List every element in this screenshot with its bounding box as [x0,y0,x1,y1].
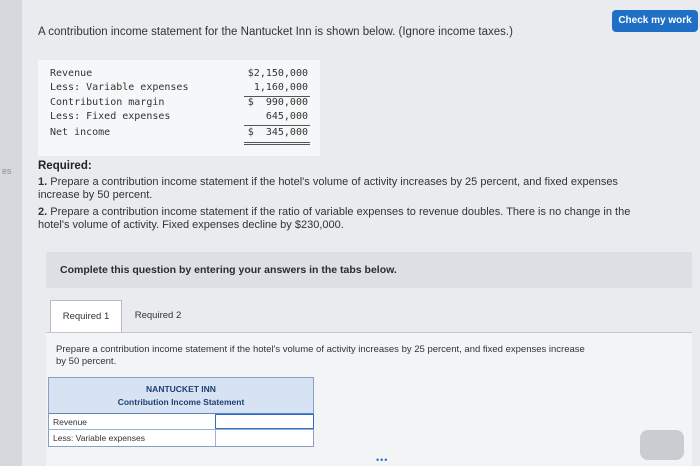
statement-header [49,378,313,414]
fin-label: Less: Fixed expenses [50,111,171,122]
fin-value: 1,160,000 [253,82,308,93]
required-item-2-text: Prepare a contribution income statement if the ratio of variable expenses to revenue doubles. There is no change in the [50,206,631,218]
financial-summary-table [38,60,320,156]
fin-value: 645,000 [265,111,308,122]
chat-widget-button[interactable] [640,430,684,460]
column-divider [215,430,216,446]
tab-prompt-line-1: Prepare a contribution income statement if the hotel's volume of activity increases by 25 percent, and fixed expenses increase [56,344,585,355]
intro-text: A contribution income statement for the Nantucket Inn is shown below. (Ignore income taxes.) [38,26,513,38]
fin-value: $ 345,000 [247,127,308,138]
statement-row-label: Less: Variable expenses [53,433,145,443]
required-heading: Required: [38,160,92,172]
pagination-dots[interactable]: ••• [376,455,389,465]
tab-prompt [56,344,686,368]
required-item-1-text: Prepare a contribution income statement if the hotel's volume of activity increases by 25 percent, and fixed expenses [50,176,618,188]
fin-label: Revenue [50,68,93,79]
sidebar-label: es [2,166,12,176]
fin-rule [244,125,310,126]
revenue-amount-input[interactable] [215,414,314,429]
statement-row-label: Revenue [53,417,88,427]
fin-label: Net income [50,127,111,138]
fin-row-fixed-expenses [38,111,320,125]
statement-row-variable-expenses [49,430,313,446]
fin-row-contribution-margin [38,97,320,111]
left-sidebar-strip [0,0,22,466]
income-statement-form [48,377,314,447]
fin-double-rule-top [244,142,310,143]
tab-required-1[interactable]: Required 1 [50,300,122,332]
required-item-1-line-1 [38,176,618,189]
tab-prompt-line-2: by 50 percent. [56,356,117,367]
fin-row-net-income [38,127,320,141]
instructions-panel [46,252,692,288]
tab-required-2[interactable]: Required 2 [124,300,192,332]
statement-company: NANTUCKET INN [146,384,216,394]
required-item-2-number: 2. [38,206,48,218]
fin-row-variable-expenses [38,82,320,96]
instructions-text: Complete this question by entering your answers in the tabs below. [60,264,397,276]
required-item-2-line-2: hotel's volume of activity. Fixed expenses decline by $230,000. [38,219,344,231]
required-item-1-number: 1. [38,176,48,188]
required-item-2-line-1 [38,206,630,219]
statement-row-revenue [49,414,313,430]
fin-row-revenue [38,68,320,82]
required-item-1-line-2: increase by 50 percent. [38,189,153,201]
statement-title: Contribution Income Statement [117,397,245,407]
check-my-work-button[interactable]: Check my work [612,10,698,32]
fin-label: Contribution margin [50,97,165,108]
fin-double-rule-bottom [244,144,310,145]
fin-value: $2,150,000 [247,68,308,79]
fin-value: $ 990,000 [247,97,308,108]
fin-label: Less: Variable expenses [50,82,189,93]
